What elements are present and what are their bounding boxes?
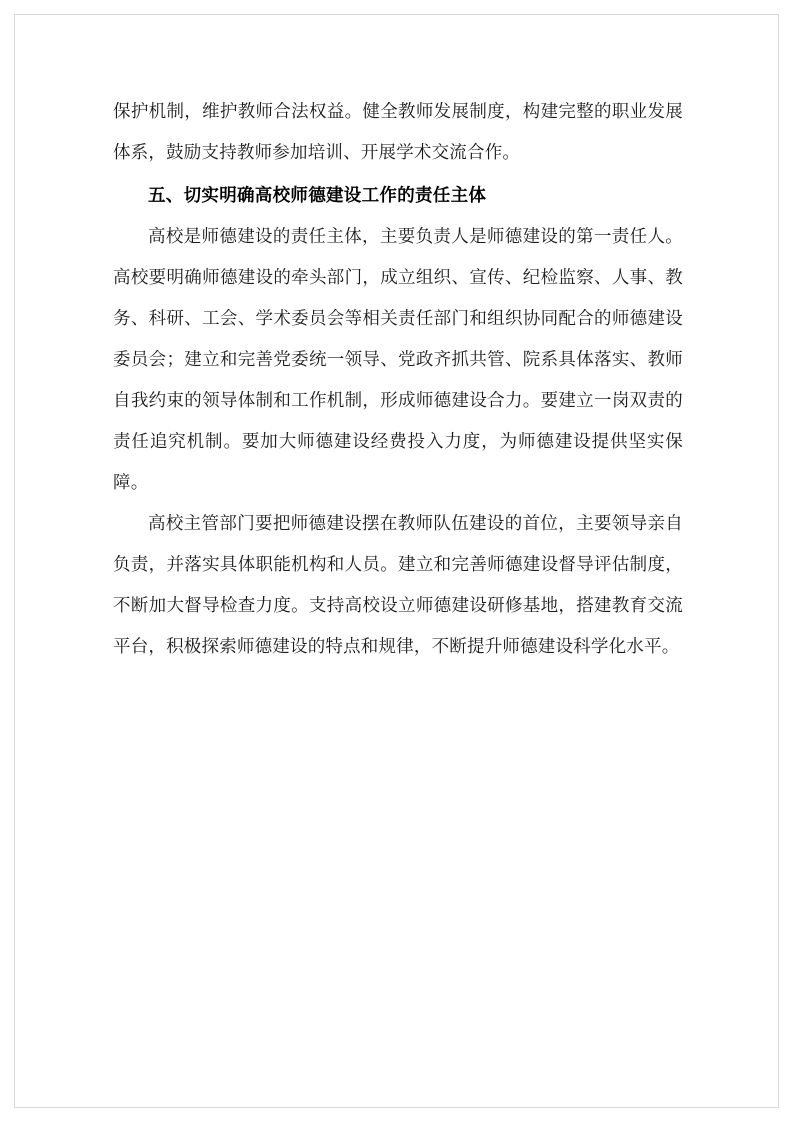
document-body: [113, 92, 683, 668]
paragraph-1: 保护机制，维护教师合法权益。健全教师发展制度，构建完整的职业发展体系，鼓励支持教师参加培训、开展学术交流合作。: [113, 102, 683, 163]
section-heading-5: 五、切实明确高校师德建设工作的责任主体: [148, 186, 487, 206]
paragraph-3: 高校主管部门要把师德建设摆在教师队伍建设的首位，主要领导亲自负责，并落实具体职能机构和人员。建立和完善师德建设督导评估制度，不断加大督导检查力度。支持高校设立师德建设研修基地，搭建教育交流平台，积极探索师德建设的特点和规律，不断提升师德建设科学化水平。: [113, 514, 683, 657]
paragraph-2: 高校是师德建设的责任主体，主要负责人是师德建设的第一责任人。高校要明确师德建设的牵头部门，成立组织、宣传、纪检监察、人事、教务、科研、工会、学术委员会等相关责任部门和组织协同配合的师德建设委员会；建立和完善党委统一领导、党政齐抓共管、院系具体落实、教师自我约束的领导体制和工作机制，形成师德建设合力。要建立一岗双责的责任追究机制。要加大师德建设经费投入力度，为师德建设提供坚实保障。: [113, 227, 683, 493]
